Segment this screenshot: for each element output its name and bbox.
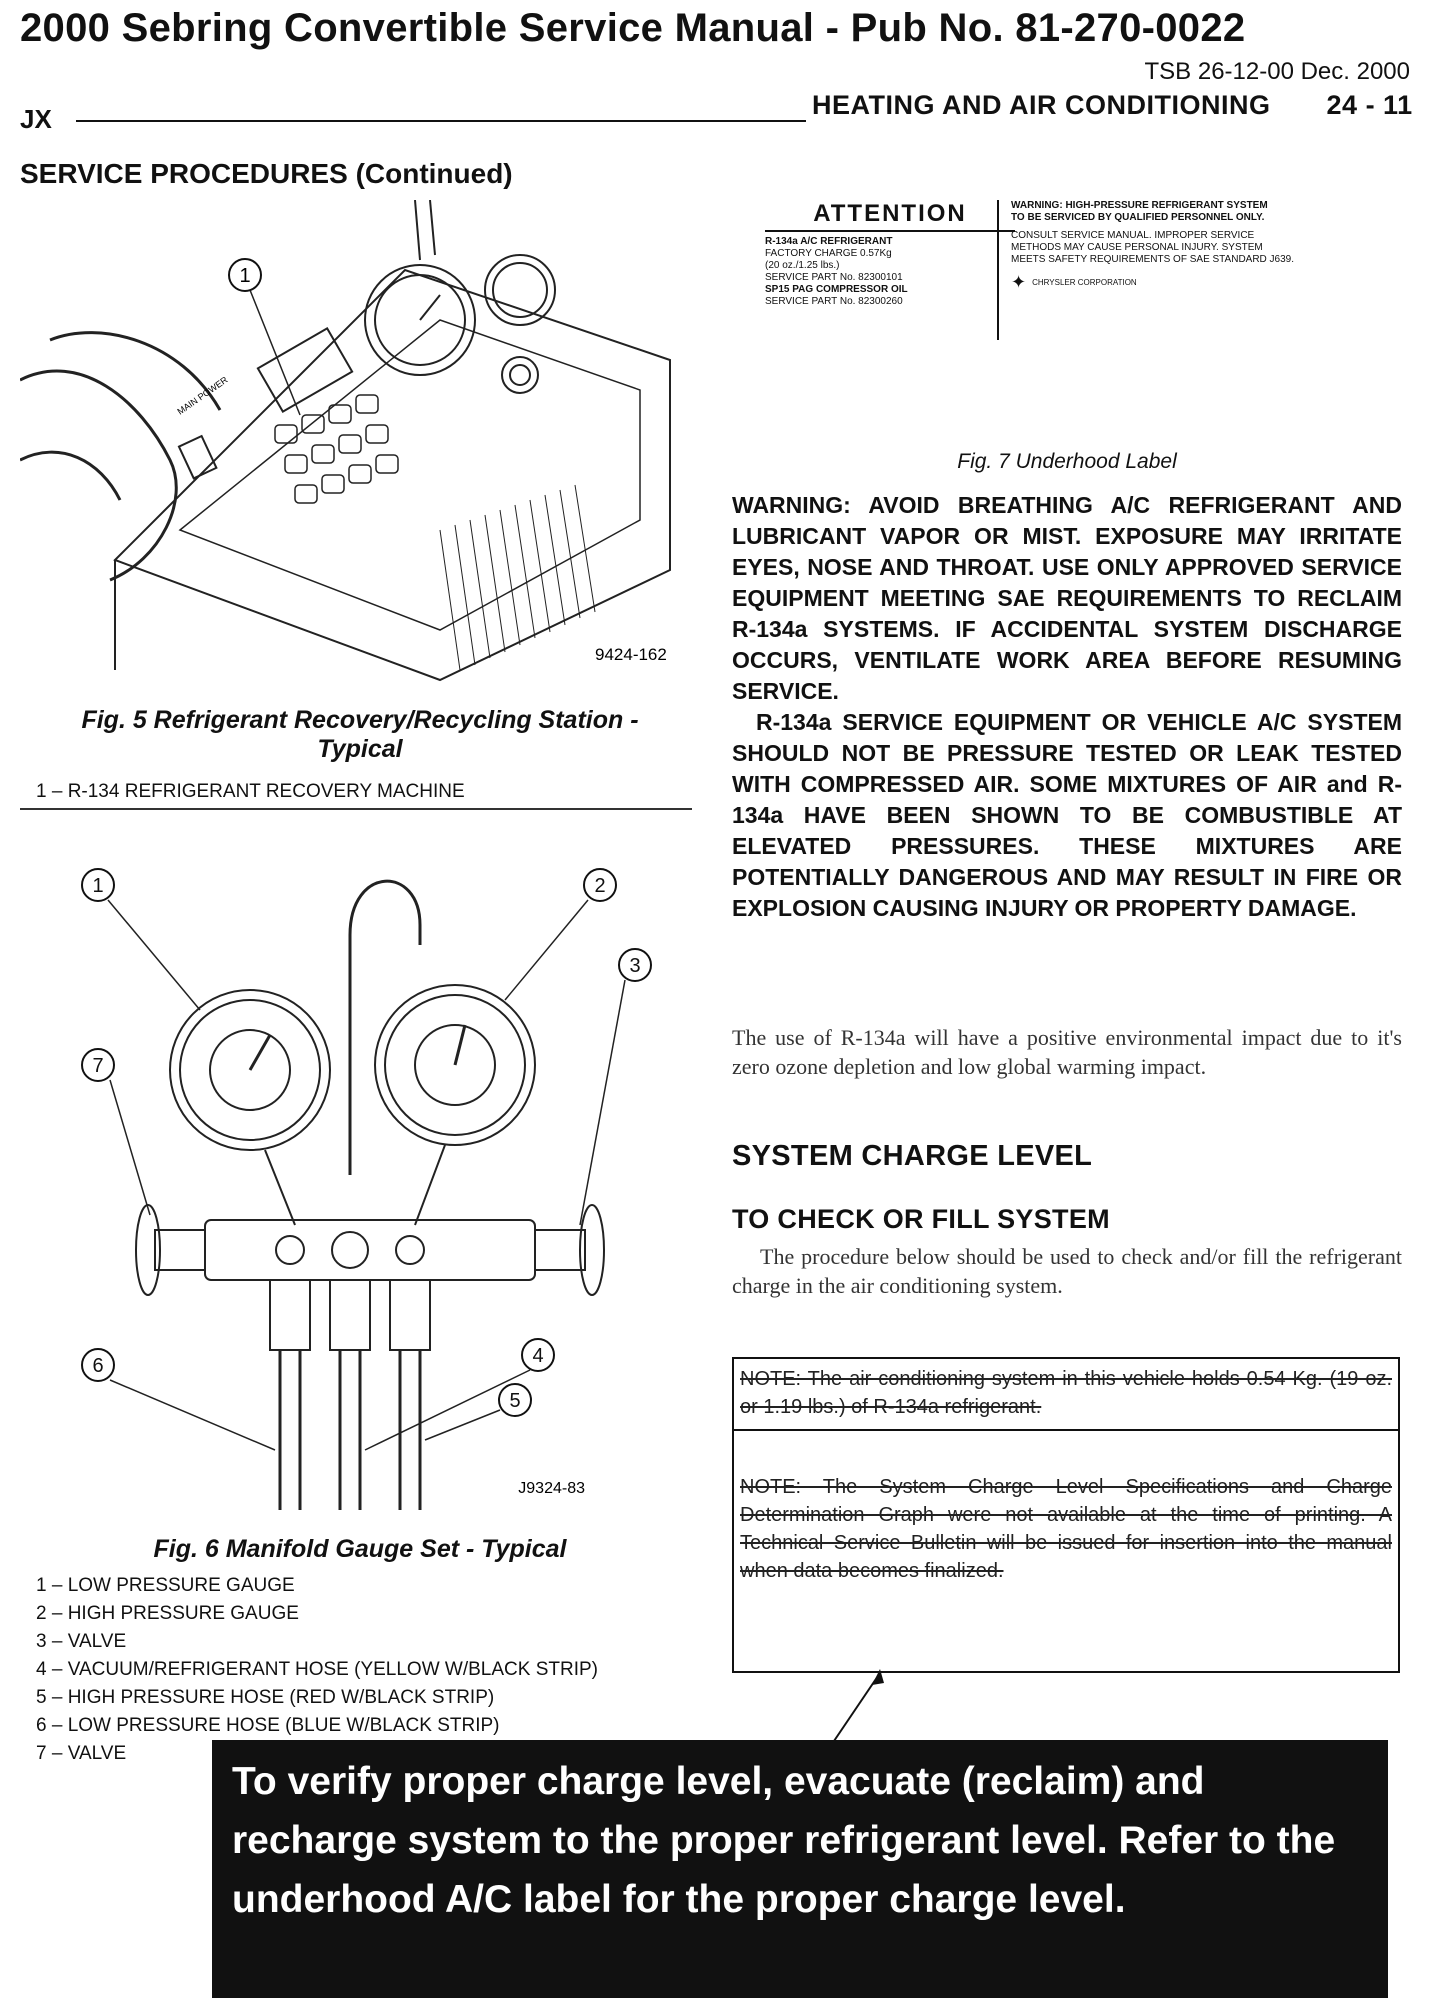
fig6-callout-5: [499, 1384, 531, 1416]
check-fill-heading: TO CHECK OR FILL SYSTEM: [732, 1204, 1110, 1234]
fig6-legend-item: 3 – VALVE: [36, 1631, 127, 1652]
page-number: 24 - 11: [1326, 90, 1413, 120]
note-divider: [734, 1429, 1398, 1431]
fig6-legend-item: 7 – VALVE: [36, 1743, 127, 1764]
environment-paragraph: The use of R-134a will have a positive environmental impact due to it's zero ozone depletion and low global warming impact.: [732, 1025, 1402, 1079]
fig5-legend: [36, 778, 465, 806]
label-right-line: CONSULT SERVICE MANUAL. IMPROPER SERVICE: [1011, 230, 1255, 241]
label-right-line: WARNING: HIGH-PRESSURE REFRIGERANT SYSTEM: [1011, 200, 1268, 211]
attention-title: ATTENTION: [765, 200, 1015, 232]
manifold-gauge-drawing: [60, 855, 690, 1515]
charge-level-callout: To verify proper charge level, evacuate (reclaim) and recharge system to the proper refrigerant level. Refer to the underhood A/C label for the proper charge level.: [212, 1740, 1388, 1998]
fig7-caption: Fig. 7 Underhood Label: [957, 450, 1177, 473]
tsb-reference: TSB 26-12-00 Dec. 2000: [1144, 58, 1410, 85]
recovery-station-drawing: [20, 200, 690, 690]
note-struck-1: NOTE: The air conditioning system in this vehicle holds 0.54 Kg. (19 oz. or 1.19 lbs.) of R-134a refrigerant.: [740, 1368, 1392, 1418]
section-name: HEATING AND AIR CONDITIONING: [812, 90, 1271, 120]
fig6-callout-4-text: 4: [532, 1345, 544, 1367]
note-struck-2: NOTE: The System Charge Level Specifications and Charge Determination Graph were not available at the time of printing. A Technical Service Bulletin will be issued for insertion into the manual when data becomes finalized.: [740, 1476, 1392, 1582]
label-left-line: (20 oz./1.25 lbs.): [765, 260, 840, 271]
fig6-legend-item: 5 – HIGH PRESSURE HOSE (RED W/BLACK STRIP): [36, 1687, 495, 1708]
fig6-callout-6: [82, 1349, 114, 1381]
fig6-callout-2: [584, 869, 616, 901]
service-procedures-heading: SERVICE PROCEDURES (Continued): [20, 158, 513, 189]
fig6-illustration: [60, 855, 690, 1515]
fig6-callout-2-text: 2: [594, 875, 606, 897]
fig6-legend-item: 1 – LOW PRESSURE GAUGE: [36, 1575, 295, 1596]
label-right-line: METHODS MAY CAUSE PERSONAL INJURY. SYSTEM: [1011, 242, 1263, 253]
label-left-line: SP15 PAG COMPRESSOR OIL: [765, 284, 908, 295]
label-right-panel: [1011, 200, 1401, 293]
label-left-line: SERVICE PART No. 82300101: [765, 272, 903, 283]
main-power-label: MAIN POWER: [175, 374, 230, 417]
fig6-caption: Fig. 6 Manifold Gauge Set - Typical: [153, 1535, 567, 1563]
system-charge-heading: SYSTEM CHARGE LEVEL: [732, 1140, 1093, 1172]
fig6-code: J9324-83: [518, 1480, 585, 1497]
label-left-line: SERVICE PART No. 82300260: [765, 296, 903, 307]
underhood-label: [735, 200, 1401, 345]
vehicle-code: JX: [20, 104, 52, 134]
fig5-code: 9424-162: [595, 645, 667, 664]
warning-paragraph-1: WARNING: AVOID BREATHING A/C REFRIGERANT AND LUBRICANT VAPOR OR MIST. EXPOSURE MAY IRRITATE EYES, NOSE AND THROAT. USE ONLY APPROVED SERVICE EQUIPMENT MEETING SAE REQUIREMENTS TO RECLAIM R-134a SYSTEMS. IF ACCIDENTAL SYSTEM DISCHARGE OCCURS, VENTILATE WORK AREA BEFORE RESUMING SERVICE.: [732, 492, 1402, 704]
note-box: [732, 1357, 1400, 1673]
fig5-callout-1: [229, 259, 261, 291]
fig6-callout-5-text: 5: [509, 1390, 521, 1412]
fig5-caption-line1: Fig. 5 Refrigerant Recovery/Recycling Station -: [81, 706, 639, 734]
fig5-divider: [20, 808, 692, 810]
fig5-caption: [40, 706, 680, 764]
fig6-legend-item: 6 – LOW PRESSURE HOSE (BLUE W/BLACK STRIP): [36, 1715, 500, 1736]
check-fill-paragraph: The procedure below should be used to check and/or fill the refrigerant charge in the air conditioning system.: [732, 1244, 1402, 1298]
label-left-panel: [765, 200, 1015, 308]
fig6-callout-4: [522, 1339, 554, 1371]
section-header: [812, 90, 1413, 121]
fig6-callout-6-text: 6: [92, 1355, 104, 1377]
fig6-legend-item: 4 – VACUUM/REFRIGERANT HOSE (YELLOW W/BLACK STRIP): [36, 1659, 599, 1680]
manual-title: 2000 Sebring Convertible Service Manual - Pub No. 81-270-0022: [20, 6, 1246, 50]
fig6-legend-item: 2 – HIGH PRESSURE GAUGE: [36, 1603, 299, 1624]
label-left-line: FACTORY CHARGE 0.57Kg: [765, 248, 892, 259]
label-right-line: TO BE SERVICED BY QUALIFIED PERSONNEL ONLY.: [1011, 212, 1265, 223]
header-rule: [76, 120, 806, 122]
fig6-callout-7-text: 7: [92, 1055, 104, 1077]
fig6-callout-7: [82, 1049, 114, 1081]
label-divider: [997, 200, 999, 340]
fig5-callout-1-text: 1: [239, 265, 251, 287]
label-right-line: MEETS SAFETY REQUIREMENTS OF SAE STANDARD J639.: [1011, 254, 1295, 265]
fig6-callout-1: [82, 869, 114, 901]
fig5-illustration: [20, 200, 690, 690]
arrow-icon: [820, 1665, 900, 1745]
label-left-line: R-134a A/C REFRIGERANT: [765, 236, 893, 247]
logo-text: CHRYSLER CORPORATION: [1032, 277, 1137, 287]
warning-block: [732, 490, 1402, 924]
fig5-legend-item: 1 – R-134 REFRIGERANT RECOVERY MACHINE: [36, 781, 465, 802]
fig5-caption-line2: Typical: [317, 735, 403, 763]
pentastar-icon: ✦: [1011, 272, 1027, 292]
fig6-callout-3-text: 3: [629, 955, 641, 977]
warning-paragraph-2: R-134a SERVICE EQUIPMENT OR VEHICLE A/C SYSTEM SHOULD NOT BE PRESSURE TESTED OR LEAK TESTED WITH COMPRESSED AIR. SOME MIXTURES OF AIR and R-134a HAVE BEEN SHOWN TO BE COMBUSTIBLE AT ELEVATED PRESSURES. THESE MIXTURES ARE POTENTIALLY DANGEROUS AND MAY RESULT IN FIRE OR EXPLOSION CAUSING INJURY OR PROPERTY DAMAGE.: [732, 709, 1402, 921]
fig6-callout-3: [619, 949, 651, 981]
fig6-legend: [36, 1572, 598, 1768]
fig6-callout-1-text: 1: [92, 875, 104, 897]
